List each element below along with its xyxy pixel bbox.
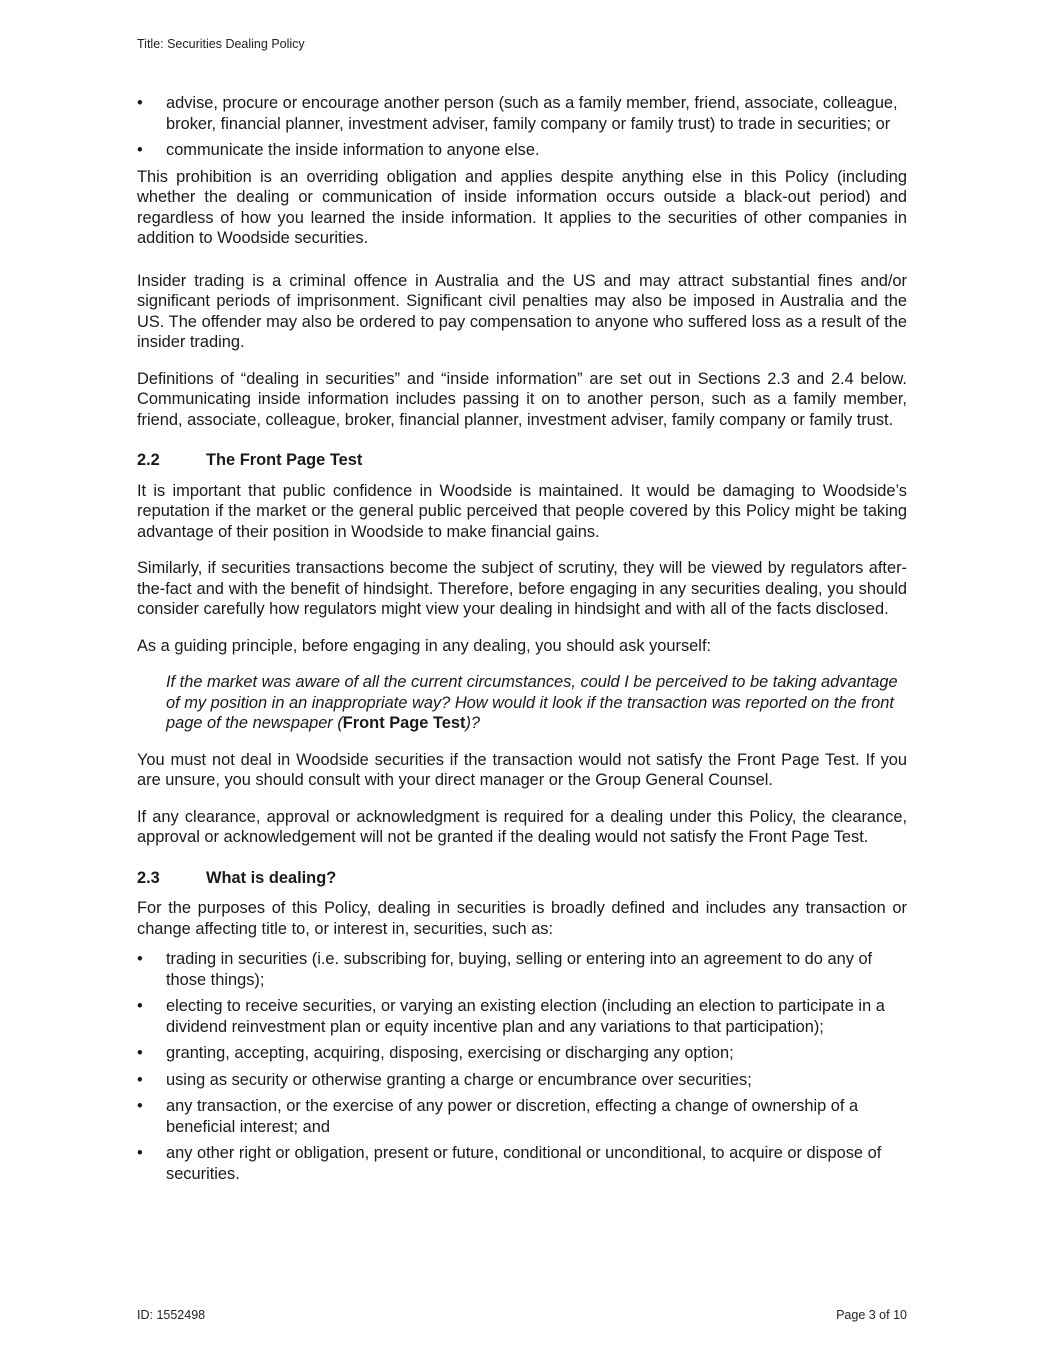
section-number: 2.2	[137, 451, 160, 469]
list-item: • trading in securities (i.e. subscribing for, buying, selling or entering into an agreement to do any of those things);	[137, 949, 907, 990]
section-title: The Front Page Test	[206, 451, 363, 469]
section-number: 2.3	[137, 868, 160, 887]
paragraph: It is important that public confidence in Woodside is maintained. It would be damaging to Woodside’s reputation if the market or the general public perceived that people covered by this Policy might be taking advantage of their position in Woodside to make financial gains.	[137, 481, 907, 541]
quote-defined-term: Front Page Test	[342, 714, 466, 732]
quote-end: )?	[465, 714, 481, 732]
paragraph: If any clearance, approval or acknowledgment is required for a dealing under this Policy, the clearance, approval or acknowledgement will not be granted if the dealing would not satisfy the Front Page Test.	[137, 807, 907, 846]
list-item: • any transaction, or the exercise of any power or discretion, effecting a change of ownership of a beneficial interest; and	[137, 1096, 907, 1137]
paragraph: Definitions of “dealing in securities” and “inside information” are set out in Sections 2.3 and 2.4 below. Communicating inside information includes passing it on to another person, such as a family member, friend, associate, colleague, broker, financial planner, investment adviser, family company or family trust.	[137, 369, 907, 429]
paragraph: As a guiding principle, before engaging in any dealing, you should ask yourself:	[137, 636, 712, 655]
section-heading-2-2	[137, 450, 907, 471]
document-body	[137, 93, 907, 1190]
list-item: • using as security or otherwise granting a charge or encumbrance over securities;	[137, 1070, 907, 1091]
front-page-test-quote	[166, 672, 907, 734]
section-heading-2-3	[137, 868, 907, 889]
list-item: • granting, accepting, acquiring, disposing, exercising or discharging any option;	[137, 1043, 907, 1064]
intro-bullet-list	[137, 93, 907, 161]
document-id: ID: 1552498	[137, 1308, 206, 1322]
dealing-bullet-list	[137, 949, 907, 1184]
paragraph: Insider trading is a criminal offence in Australia and the US and may attract substantial fines and/or significant periods of imprisonment. Significant civil penalties may also be imposed in Australia and the US. The offender may also be ordered to pay compensation to anyone who suffered loss as a result of the insider trading.	[137, 271, 907, 351]
quote-text: If the market was aware of all the current circumstances, could I be perceived to be taking advantage of my position in an inappropriate way? How would it look if the transaction was reported on the front page of the newspaper (	[166, 673, 898, 732]
section-title: What is dealing?	[206, 868, 337, 887]
paragraph: For the purposes of this Policy, dealing in securities is broadly defined and includes any transaction or change affecting title to, or interest in, securities, such as:	[137, 899, 907, 938]
list-item: • advise, procure or encourage another person (such as a family member, friend, associate, colleague, broker, financial planner, investment adviser, family company or family trust) to trade in securities; or	[137, 93, 907, 134]
paragraph: Similarly, if securities transactions become the subject of scrutiny, they will be viewed by regulators after-the-fact and with the benefit of hindsight. Therefore, before engaging in any securities dealing, you should consider carefully how regulators might view your dealing in hindsight and with all of the facts disclosed.	[137, 559, 907, 618]
paragraph: You must not deal in Woodside securities if the transaction would not satisfy the Front Page Test. If you are unsure, you should consult with your direct manager or the Group General Counsel.	[137, 750, 907, 789]
document-header-title: Title: Securities Dealing Policy	[137, 37, 305, 51]
paragraph: This prohibition is an overriding obligation and applies despite anything else in this Policy (including whether the dealing or communication of inside information occurs outside a black-out period) and regardless of how you learned the inside information. It applies to the securities of other companies in addition to Woodside securities.	[137, 167, 907, 247]
page-number: Page 3 of 10	[836, 1308, 907, 1322]
list-item: • communicate the inside information to anyone else.	[137, 140, 907, 161]
list-item: • any other right or obligation, present or future, conditional or unconditional, to acquire or dispose of securities.	[137, 1143, 907, 1184]
list-item: • electing to receive securities, or varying an existing election (including an election to participate in a dividend reinvestment plan or equity incentive plan and any variations to that participation);	[137, 996, 907, 1037]
